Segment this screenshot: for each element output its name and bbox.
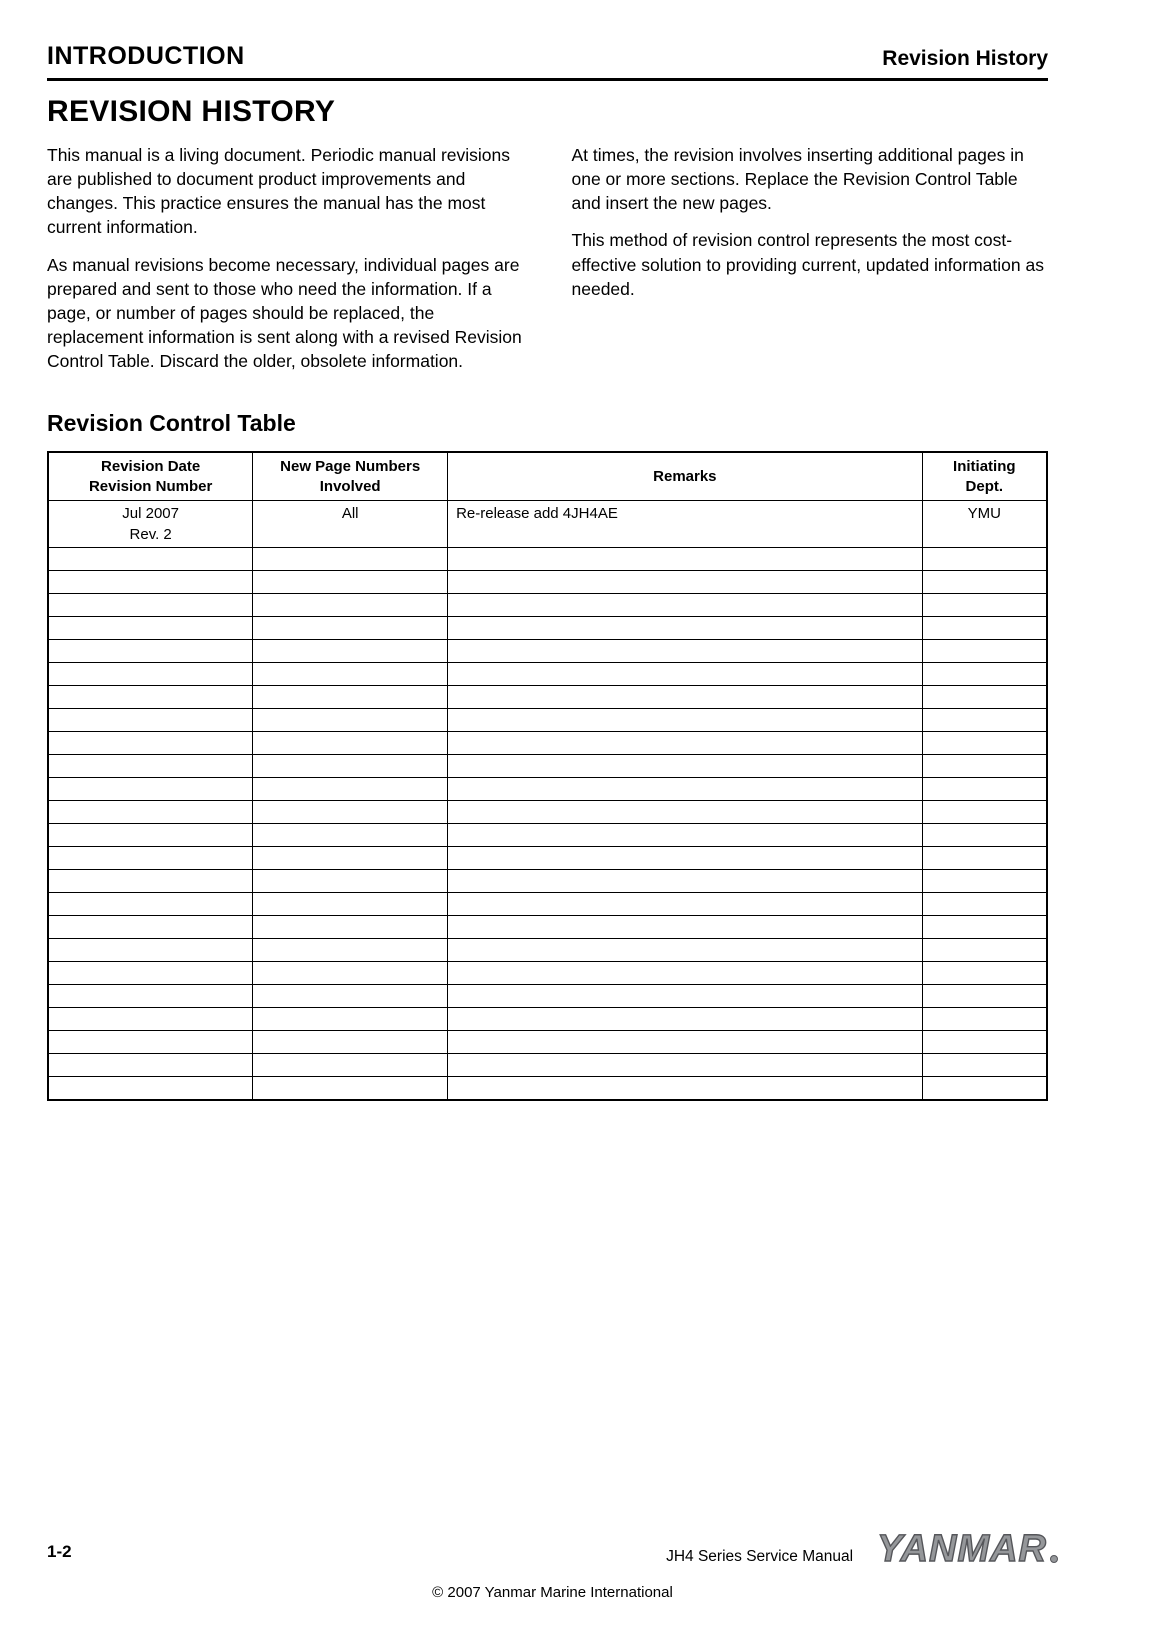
- empty-table-cell: [48, 985, 253, 1008]
- empty-table-cell: [448, 985, 923, 1008]
- table-cell: YMU: [922, 501, 1047, 548]
- table-cell: Jul 2007 Rev. 2: [48, 501, 253, 548]
- column-header: New Page Numbers Involved: [253, 452, 448, 501]
- empty-table-cell: [48, 824, 253, 847]
- empty-table-cell: [448, 778, 923, 801]
- empty-table-cell: [922, 1031, 1047, 1054]
- column-header: Revision Date Revision Number: [48, 452, 253, 501]
- empty-table-cell: [922, 732, 1047, 755]
- empty-table-row: [48, 571, 1047, 594]
- table-header-row: [48, 452, 1047, 501]
- empty-table-cell: [253, 594, 448, 617]
- empty-table-cell: [48, 1077, 253, 1101]
- paragraph: This manual is a living document. Periodic manual revisions are published to document product improvements and changes. This practice ensures the manual has the most current information.: [47, 145, 510, 238]
- empty-table-cell: [922, 778, 1047, 801]
- yanmar-logo: [877, 1528, 1058, 1570]
- empty-table-cell: [448, 962, 923, 985]
- empty-table-cell: [922, 709, 1047, 732]
- paragraph: At times, the revision involves inserting additional pages in one or more sections. Replace the Revision Control Table and insert the new pages.: [571, 145, 1024, 214]
- empty-table-cell: [922, 571, 1047, 594]
- empty-table-row: [48, 1008, 1047, 1031]
- empty-table-cell: [448, 1031, 923, 1054]
- empty-table-cell: [253, 617, 448, 640]
- empty-table-cell: [253, 801, 448, 824]
- body-text: [47, 143, 1048, 386]
- empty-table-cell: [48, 548, 253, 571]
- empty-table-cell: [253, 893, 448, 916]
- empty-table-row: [48, 663, 1047, 686]
- empty-table-row: [48, 870, 1047, 893]
- empty-table-cell: [253, 1031, 448, 1054]
- empty-table-cell: [253, 571, 448, 594]
- empty-table-cell: [922, 640, 1047, 663]
- page-number: 1-2: [47, 1542, 72, 1562]
- empty-table-cell: [448, 1077, 923, 1101]
- empty-table-row: [48, 686, 1047, 709]
- empty-table-cell: [253, 985, 448, 1008]
- manual-title: JH4 Series Service Manual: [666, 1548, 854, 1565]
- empty-table-cell: [48, 663, 253, 686]
- empty-table-cell: [253, 548, 448, 571]
- empty-table-cell: [448, 893, 923, 916]
- empty-table-cell: [448, 594, 923, 617]
- yanmar-logo-text: YANMAR: [877, 1528, 1047, 1570]
- empty-table-cell: [922, 801, 1047, 824]
- empty-table-cell: [48, 755, 253, 778]
- empty-table-cell: [48, 571, 253, 594]
- empty-table-cell: [253, 870, 448, 893]
- table-body: [48, 501, 1047, 1101]
- empty-table-row: [48, 778, 1047, 801]
- empty-table-row: [48, 847, 1047, 870]
- empty-table-cell: [253, 939, 448, 962]
- empty-table-cell: [448, 755, 923, 778]
- empty-table-cell: [448, 801, 923, 824]
- paragraph: This method of revision control represents the most cost-effective solution to providing current, updated information as needed.: [571, 230, 1044, 299]
- empty-table-cell: [48, 893, 253, 916]
- empty-table-cell: [922, 686, 1047, 709]
- empty-table-cell: [448, 870, 923, 893]
- empty-table-cell: [253, 1008, 448, 1031]
- paragraph: As manual revisions become necessary, individual pages are prepared and sent to those who need the information. If a page, or number of pages should be replaced, the replacement information is sent along with a revised Revision Control Table. Discard the older, obsolete information.: [47, 254, 522, 372]
- empty-table-cell: [448, 916, 923, 939]
- empty-table-cell: [448, 824, 923, 847]
- empty-table-row: [48, 640, 1047, 663]
- empty-table-cell: [48, 709, 253, 732]
- empty-table-row: [48, 801, 1047, 824]
- empty-table-cell: [448, 847, 923, 870]
- empty-table-cell: [922, 962, 1047, 985]
- empty-table-cell: [48, 686, 253, 709]
- empty-table-cell: [922, 870, 1047, 893]
- table-cell: Re-release add 4JH4AE: [448, 501, 923, 548]
- header-page-topic: Revision History: [882, 47, 1048, 70]
- revision-control-table: [47, 451, 1048, 1101]
- empty-table-cell: [253, 824, 448, 847]
- empty-table-cell: [48, 778, 253, 801]
- empty-table-cell: [448, 1054, 923, 1077]
- empty-table-row: [48, 939, 1047, 962]
- page-header: [47, 0, 1048, 81]
- empty-table-row: [48, 1054, 1047, 1077]
- empty-table-cell: [922, 1054, 1047, 1077]
- empty-table-row: [48, 1077, 1047, 1101]
- empty-table-cell: [448, 571, 923, 594]
- empty-table-cell: [448, 939, 923, 962]
- empty-table-cell: [922, 617, 1047, 640]
- empty-table-cell: [922, 1077, 1047, 1101]
- empty-table-cell: [448, 732, 923, 755]
- empty-table-cell: [448, 1008, 923, 1031]
- section-title: INTRODUCTION: [47, 42, 245, 70]
- empty-table-cell: [48, 801, 253, 824]
- empty-table-cell: [253, 962, 448, 985]
- registered-mark-dot: [1050, 1555, 1058, 1563]
- empty-table-cell: [48, 1008, 253, 1031]
- empty-table-cell: [922, 1008, 1047, 1031]
- empty-table-cell: [922, 985, 1047, 1008]
- empty-table-cell: [448, 709, 923, 732]
- empty-table-row: [48, 548, 1047, 571]
- empty-table-cell: [922, 755, 1047, 778]
- empty-table-cell: [922, 594, 1047, 617]
- empty-table-cell: [253, 686, 448, 709]
- empty-table-cell: [253, 1077, 448, 1101]
- empty-table-cell: [48, 732, 253, 755]
- empty-table-row: [48, 824, 1047, 847]
- empty-table-cell: [922, 939, 1047, 962]
- empty-table-cell: [48, 962, 253, 985]
- empty-table-cell: [448, 548, 923, 571]
- empty-table-cell: [922, 548, 1047, 571]
- empty-table-cell: [48, 870, 253, 893]
- empty-table-cell: [448, 640, 923, 663]
- empty-table-row: [48, 985, 1047, 1008]
- page-footer: [47, 1528, 1058, 1570]
- empty-table-cell: [253, 1054, 448, 1077]
- copyright-notice: © 2007 Yanmar Marine International: [432, 1584, 673, 1601]
- empty-table-cell: [922, 847, 1047, 870]
- empty-table-row: [48, 1031, 1047, 1054]
- right-column: [572, 143, 1049, 386]
- table-row: [48, 501, 1047, 548]
- empty-table-cell: [48, 640, 253, 663]
- empty-table-cell: [253, 709, 448, 732]
- empty-table-row: [48, 893, 1047, 916]
- table-cell: All: [253, 501, 448, 548]
- column-header: Remarks: [448, 452, 923, 501]
- empty-table-row: [48, 617, 1047, 640]
- empty-table-cell: [253, 916, 448, 939]
- empty-table-cell: [48, 594, 253, 617]
- empty-table-cell: [253, 755, 448, 778]
- column-header: Initiating Dept.: [922, 452, 1047, 501]
- empty-table-row: [48, 732, 1047, 755]
- empty-table-cell: [253, 663, 448, 686]
- page-content: [47, 0, 1048, 1101]
- empty-table-row: [48, 916, 1047, 939]
- empty-table-cell: [253, 847, 448, 870]
- empty-table-cell: [922, 916, 1047, 939]
- empty-table-cell: [253, 732, 448, 755]
- empty-table-row: [48, 709, 1047, 732]
- empty-table-cell: [48, 939, 253, 962]
- empty-table-cell: [48, 847, 253, 870]
- empty-table-row: [48, 594, 1047, 617]
- empty-table-cell: [48, 1031, 253, 1054]
- empty-table-row: [48, 962, 1047, 985]
- page-title: REVISION HISTORY: [47, 95, 336, 128]
- footer-right-group: [666, 1528, 1058, 1570]
- empty-table-cell: [922, 663, 1047, 686]
- empty-table-cell: [448, 617, 923, 640]
- empty-table-cell: [448, 663, 923, 686]
- empty-table-cell: [448, 686, 923, 709]
- empty-table-cell: [922, 824, 1047, 847]
- empty-table-cell: [48, 1054, 253, 1077]
- empty-table-cell: [253, 778, 448, 801]
- left-column: [47, 143, 524, 386]
- empty-table-row: [48, 755, 1047, 778]
- table-section-heading: Revision Control Table: [47, 410, 296, 437]
- empty-table-cell: [253, 640, 448, 663]
- empty-table-cell: [48, 617, 253, 640]
- empty-table-cell: [48, 916, 253, 939]
- empty-table-cell: [922, 893, 1047, 916]
